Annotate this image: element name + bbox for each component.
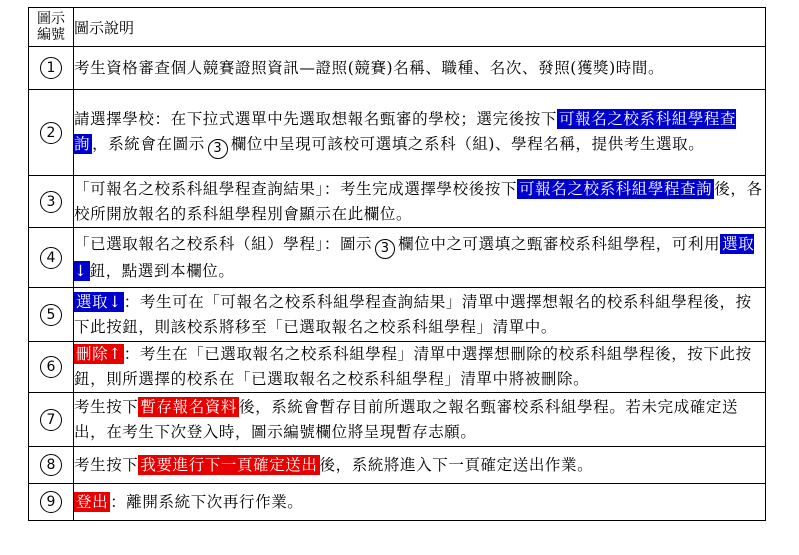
table-row [29,393,766,447]
row-description [74,447,766,484]
desc-text: 考生按下 [74,455,139,474]
delete-button-ref: 刪除↑ [76,345,122,363]
circled-number: 7 [40,409,62,431]
circled-number: 5 [40,304,62,326]
desc-text: 請選擇學校：在下拉式選單中先選取想報名甄審的學校；選完後按下 [74,109,558,128]
table-row [29,288,766,342]
circled-number: 3 [40,191,62,213]
desc-text: 鈕，點選到本欄位。 [89,261,235,280]
table-row [29,228,766,288]
save-draft-button-ref: 暫存報名資料 [140,397,238,416]
desc-text: 欄位中之可選填之甄審校系科組學程，可利用 [398,234,721,253]
desc-text: ：離開系統下次再行作業。 [110,492,304,511]
row-description [74,342,766,393]
header-num-line1: 圖示 [37,11,65,27]
table-row [29,447,766,484]
desc-text: 「可報名之校系科組學程查詢結果」：考生完成選擇學校後按下 [74,179,518,198]
desc-text: 後，系統將進入下一頁確定送出作業。 [319,455,594,474]
circled-number: 1 [40,57,62,79]
circled-number: 9 [40,491,62,513]
logout-button-ref: 登出 [76,492,109,511]
table-row [29,342,766,393]
desc-text: 後，系統會暫存目前所選取之報名甄審校系科組學程。若未完成確定送出，在考生下次登入時，圖示編號欄位將呈現暫存志願。 [74,397,739,441]
circled-number: 8 [40,454,62,476]
table-row [29,484,766,521]
desc-text: 「已選取報名之校系科（組）學程」：圖示 [74,234,373,253]
header-row [29,8,766,47]
desc-text: 考生按下 [74,397,139,416]
query-button-ref: 可報名之校系科組學程查詢 [519,179,713,198]
header-num [29,8,74,47]
legend-table [28,7,766,521]
next-page-button-ref: 我要進行下一頁確定送出 [140,455,318,474]
header-desc: 圖示說明 [74,8,766,47]
circled-number: 6 [40,356,62,378]
circled-number: 4 [40,247,62,269]
table-row [29,176,766,228]
table-row [29,90,766,176]
select-button-ref: 選取↓ [76,292,122,311]
select-button-ref: 選取↓ [74,234,755,280]
row-description [74,47,766,90]
query-button-ref: 可報名之校系科組學程查詢 [74,109,737,153]
desc-text: ，系統會在圖示 [92,134,205,153]
row-description [74,228,766,288]
row-description [74,393,766,447]
circled-ref: 3 [375,239,395,259]
circled-number: 2 [40,122,62,144]
desc-text: ：考生在「已選取報名之校系科組學程」清單中選擇想刪除的校系科組學程後，按下此按鈕，則所選擇的校系在「已選取報名之校系科組學程」清單中將被刪除。 [74,345,752,388]
row-description [74,176,766,228]
row-description [74,288,766,342]
desc-text: ：考生可在「可報名之校系科組學程查詢結果」清單中選擇想報名的校系科組學程後，按下此按鈕，則該校系將移至「已選取報名之校系科組學程」清單中。 [74,292,752,336]
row-description [74,90,766,176]
desc-text: 欄位中呈現可該校可選填之系科（組)、學程名稱，提供考生選取。 [230,134,705,153]
desc-text: 考生資格審查個人競賽證照資訊—證照(競賽)名稱、職種、名次、發照(獲獎)時間。 [74,58,665,77]
desc-text: 後，各校所開放報名的系科組學程別會顯示在此欄位。 [74,179,763,223]
row-description [74,484,766,521]
circled-ref: 3 [208,139,228,159]
header-num-line2: 編號 [37,27,65,43]
table-row [29,47,766,90]
